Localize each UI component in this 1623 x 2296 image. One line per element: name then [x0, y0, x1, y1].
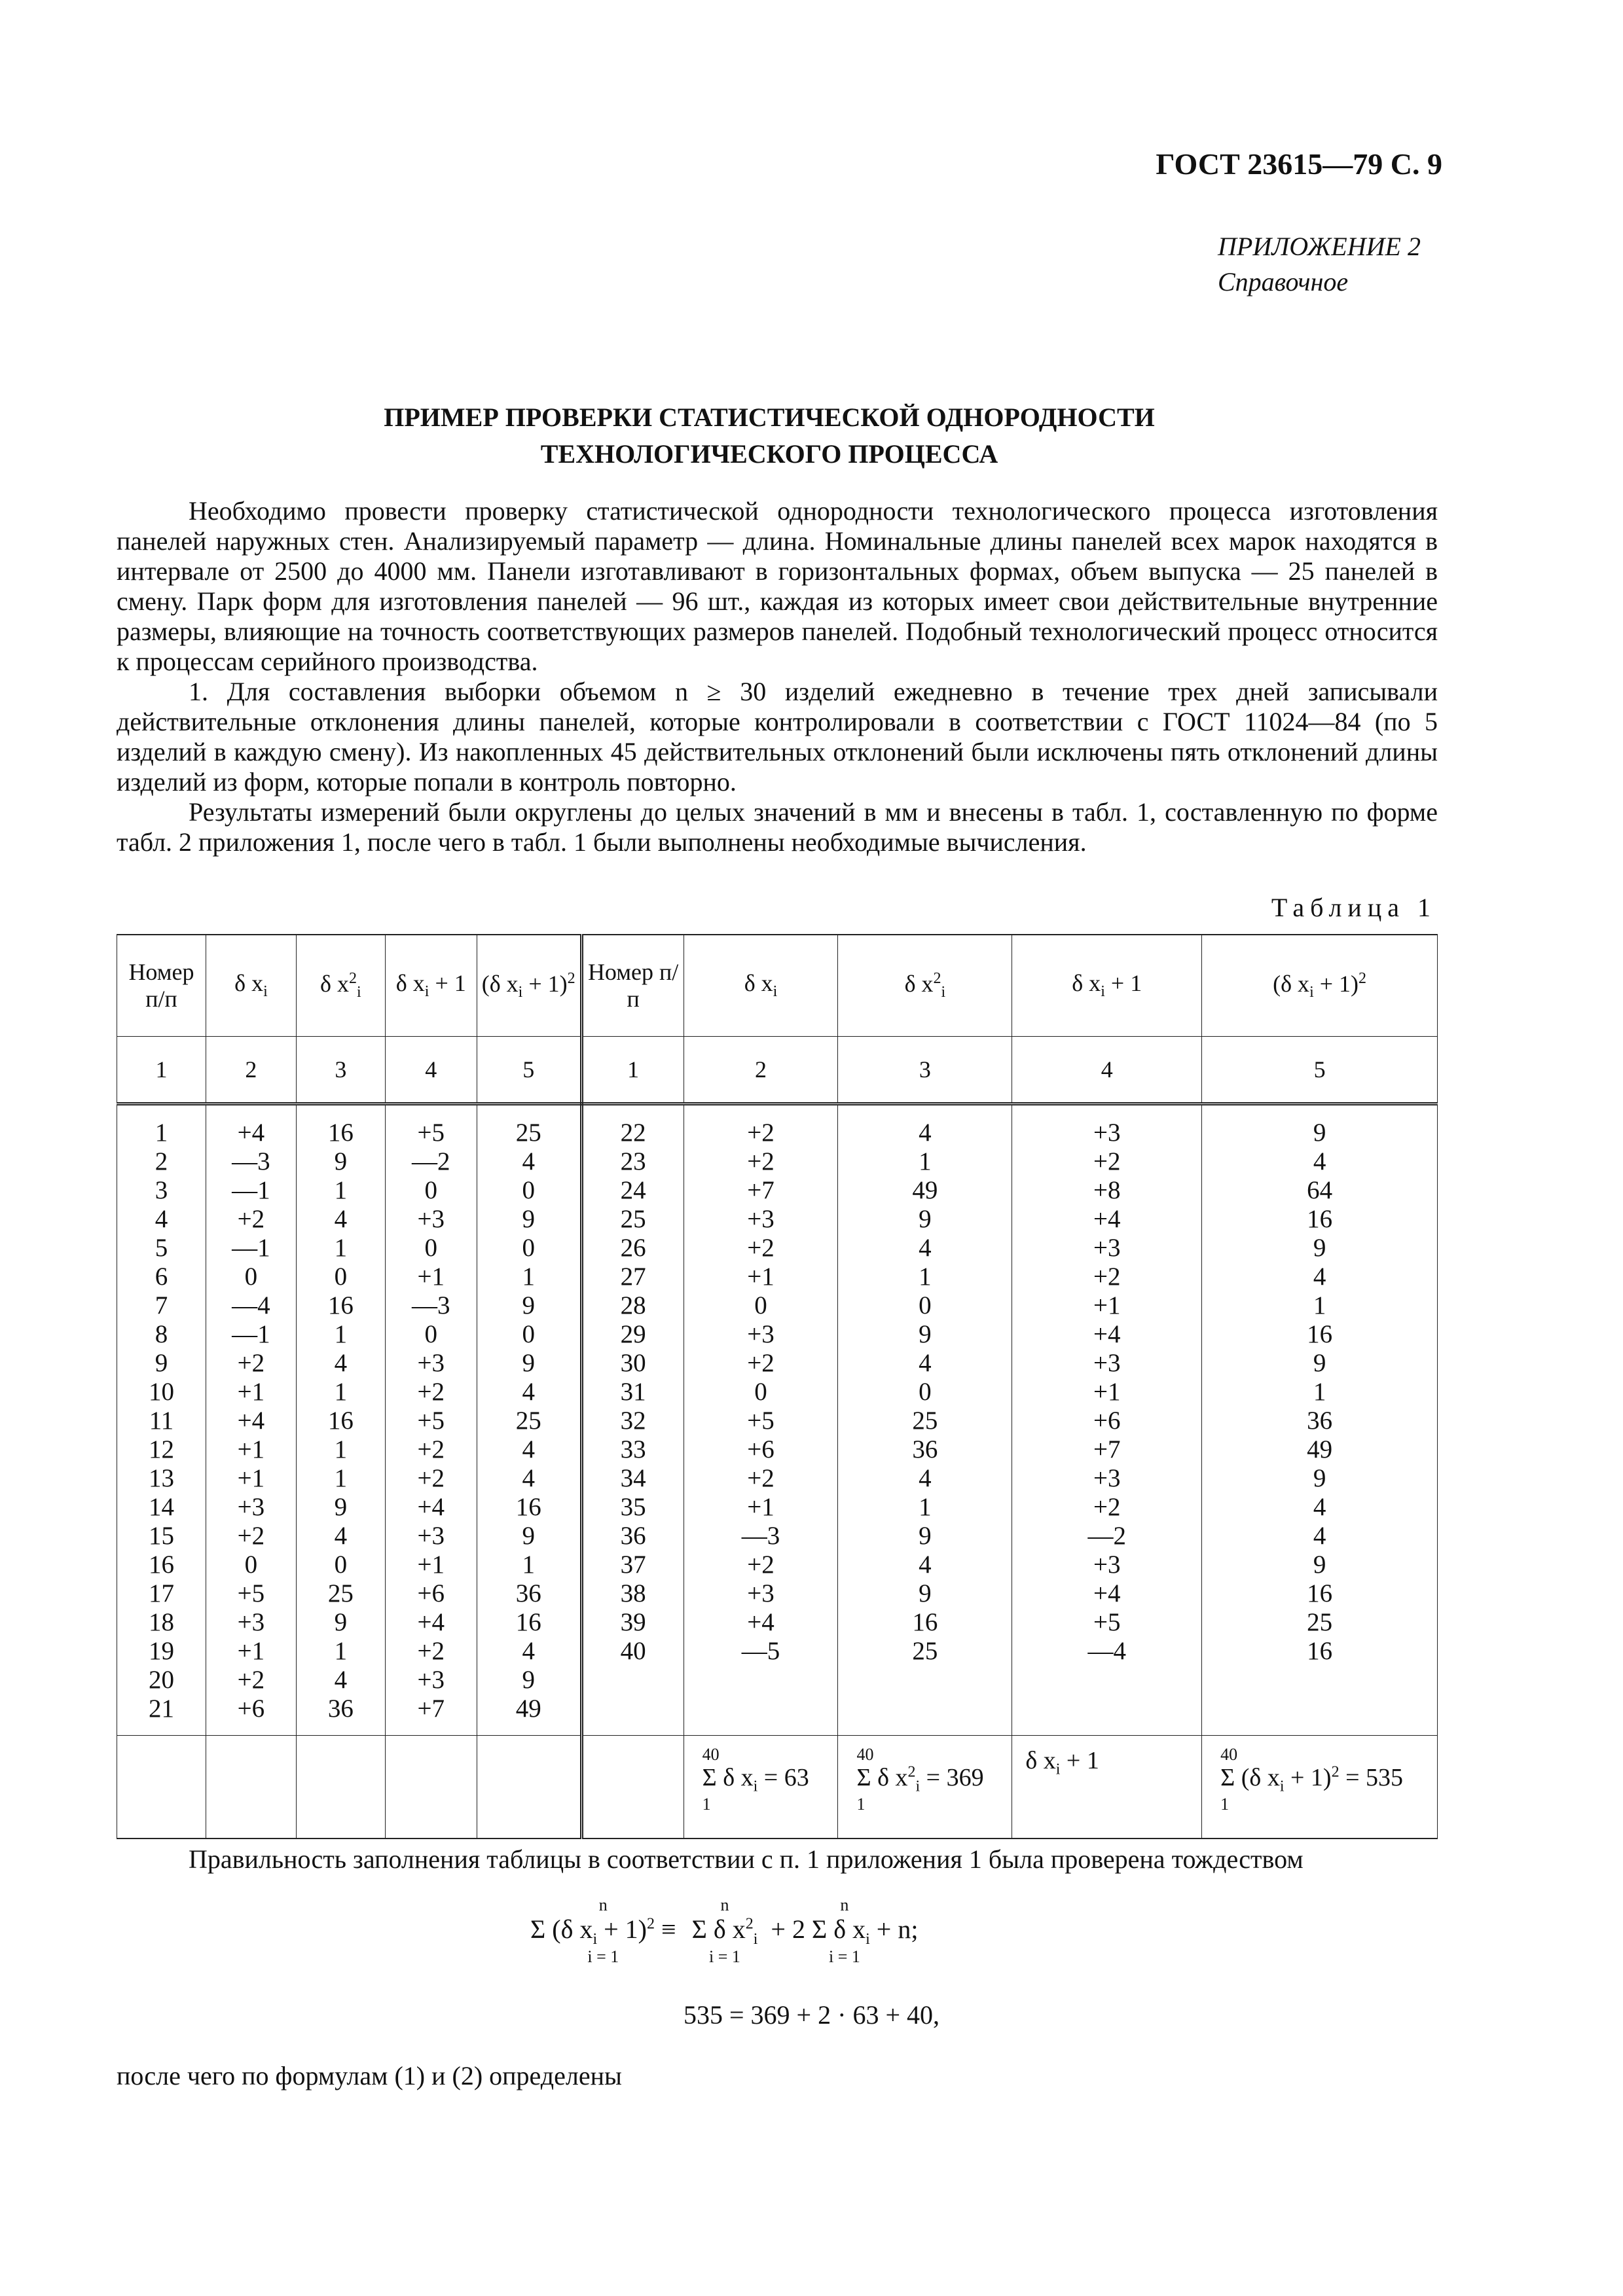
table-cell: 1 [838, 1147, 1012, 1176]
col-num-6: 1 [581, 1037, 684, 1104]
table-cell: 27 [581, 1263, 684, 1291]
table-cell: 9 [838, 1579, 1012, 1608]
table-cell: 16 [477, 1608, 581, 1637]
table-cell: 4 [296, 1522, 385, 1551]
table-cell: +2 [684, 1551, 838, 1579]
table-cell: 36 [838, 1435, 1012, 1464]
table-cell: 4 [296, 1666, 385, 1695]
table-cell: 16 [1202, 1320, 1438, 1349]
table-cell: +1 [206, 1435, 296, 1464]
table-cell: 64 [1202, 1176, 1438, 1205]
table-cell: 15 [117, 1522, 206, 1551]
table-cell: +5 [1012, 1608, 1202, 1637]
table-cell: 0 [296, 1263, 385, 1291]
table-cell: 32 [581, 1407, 684, 1435]
table-cell: 4 [1202, 1147, 1438, 1176]
document-title [0, 399, 1539, 473]
table-cell: +1 [206, 1637, 296, 1666]
sum-dx: 40 Σ δ $x_i = 63$ 1 [684, 1736, 838, 1839]
table-cell: 9 [117, 1349, 206, 1378]
table-cell: 4 [477, 1637, 581, 1666]
table-cell: 23 [581, 1147, 684, 1176]
table-cell: 31 [581, 1378, 684, 1407]
closing-text: после чего по формулам (1) и (2) определены [117, 2061, 622, 2090]
table-cell: 4 [477, 1378, 581, 1407]
table-cell [838, 1695, 1012, 1736]
table-cell: 33 [581, 1435, 684, 1464]
table-cell: 4 [1202, 1263, 1438, 1291]
table-cell: 9 [477, 1349, 581, 1378]
table-sums-row [117, 1736, 1438, 1839]
table-cell: 1 [296, 1176, 385, 1205]
identity-formula [530, 1897, 918, 1965]
table-cell: 16 [296, 1407, 385, 1435]
table-cell: 24 [581, 1176, 684, 1205]
table-row [117, 1666, 1438, 1695]
measurements-table [117, 934, 1438, 1839]
table-cell: 14 [117, 1493, 206, 1522]
table-cell: —3 [206, 1147, 296, 1176]
table-cell: +2 [385, 1464, 477, 1493]
table-cell: +5 [385, 1104, 477, 1148]
header-dx1sq-left: (δ $x_i + 1)^2$ [477, 935, 581, 1037]
check-text: Правильность заполнения таблицы в соответствии с п. 1 приложения 1 была проверена тождеством [189, 1844, 1304, 1874]
table-cell: 0 [385, 1176, 477, 1205]
sum-dx1: δ $x_i + 1$ [1012, 1736, 1202, 1839]
table-cell: 1 [296, 1464, 385, 1493]
table-cell: 9 [477, 1522, 581, 1551]
table-cell: 9 [477, 1291, 581, 1320]
table-cell: +5 [206, 1579, 296, 1608]
table-cell: —3 [385, 1291, 477, 1320]
table-cell: 0 [838, 1378, 1012, 1407]
table-row [117, 1291, 1438, 1320]
table-cell: 9 [838, 1320, 1012, 1349]
table-cell: —3 [684, 1522, 838, 1551]
col-num-2: 2 [206, 1037, 296, 1104]
table-cell: 4 [477, 1147, 581, 1176]
table-cell: 1 [296, 1637, 385, 1666]
table-cell: 16 [1202, 1637, 1438, 1666]
table-cell: 16 [296, 1291, 385, 1320]
table-cell: 10 [117, 1378, 206, 1407]
table-cell: +3 [1012, 1234, 1202, 1263]
table-cell: 18 [117, 1608, 206, 1637]
paragraph-sampling: 1. Для составления выборки объемом n ≥ 30 изделий ежедневно в течение трех дней записывали действительные отклонения длины панелей, которые контролировали в соответствии с ГОСТ 11024—84 (по 5 изделий в каждую смену). Из накопленных 45 действительных отклонений были исключены пять отклонений длины изделий из форм, которые попали в контроль повторно. [117, 677, 1438, 797]
table-cell: +5 [684, 1407, 838, 1435]
table-cell: +2 [684, 1464, 838, 1493]
table-cell: 36 [581, 1522, 684, 1551]
appendix-type: Справочное [1218, 267, 1349, 296]
col-num-4: 4 [385, 1037, 477, 1104]
table-cell: +4 [1012, 1205, 1202, 1234]
table-cell: 4 [296, 1349, 385, 1378]
table-cell: +3 [1012, 1464, 1202, 1493]
table-cell: 1 [296, 1435, 385, 1464]
table-row [117, 1176, 1438, 1205]
table-cell: 9 [1202, 1104, 1438, 1148]
table-cell: 38 [581, 1579, 684, 1608]
table-cell: +6 [684, 1435, 838, 1464]
table-cell: +3 [1012, 1104, 1202, 1148]
table-cell: 36 [477, 1579, 581, 1608]
table-cell: 39 [581, 1608, 684, 1637]
table-cell [1202, 1666, 1438, 1695]
table-row [117, 1464, 1438, 1493]
table-row [117, 1493, 1438, 1522]
table-cell: 0 [385, 1234, 477, 1263]
table-cell: 4 [838, 1349, 1012, 1378]
table-cell: 0 [206, 1263, 296, 1291]
table-cell: 22 [581, 1104, 684, 1148]
table-cell [581, 1695, 684, 1736]
table-cell: 4 [838, 1104, 1012, 1148]
table-cell: 4 [117, 1205, 206, 1234]
table-cell: +1 [684, 1263, 838, 1291]
table-row [117, 1608, 1438, 1637]
table-cell: +2 [684, 1349, 838, 1378]
table-cell [838, 1666, 1012, 1695]
table-cell: 9 [477, 1666, 581, 1695]
table-cell: +2 [385, 1637, 477, 1666]
table-cell: 9 [296, 1493, 385, 1522]
table-cell: 40 [581, 1637, 684, 1666]
table-cell: +4 [1012, 1579, 1202, 1608]
table-cell: —5 [684, 1637, 838, 1666]
col-num-1: 1 [117, 1037, 206, 1104]
header-number-right: Номер п/п [581, 935, 684, 1037]
col-num-9: 4 [1012, 1037, 1202, 1104]
sum-empty-2 [206, 1736, 296, 1839]
table-cell: +7 [684, 1176, 838, 1205]
sum-dx1sq: 40 Σ (δ $x_i + 1)^2 = 535$ 1 [1202, 1736, 1438, 1839]
table-cell: 25 [838, 1407, 1012, 1435]
col-num-7: 2 [684, 1037, 838, 1104]
table-cell: +3 [1012, 1349, 1202, 1378]
table-cell: 4 [838, 1464, 1012, 1493]
table-cell: 1 [1202, 1378, 1438, 1407]
table-cell: +3 [684, 1579, 838, 1608]
table-cell: +2 [206, 1349, 296, 1378]
table-cell: 4 [1202, 1522, 1438, 1551]
table-cell: +6 [385, 1579, 477, 1608]
table-cell: 1 [296, 1234, 385, 1263]
title-line-2: ТЕХНОЛОГИЧЕСКОГО ПРОЦЕССА [540, 439, 998, 469]
table-cell: +7 [1012, 1435, 1202, 1464]
table-cell: +1 [206, 1378, 296, 1407]
column-number-row [117, 1037, 1438, 1104]
table-cell: +4 [1012, 1320, 1202, 1349]
table-cell: +5 [385, 1407, 477, 1435]
table-cell: 7 [117, 1291, 206, 1320]
table-cell: 12 [117, 1435, 206, 1464]
table-cell: +3 [684, 1205, 838, 1234]
table-cell: 9 [477, 1205, 581, 1234]
table-cell: 36 [296, 1695, 385, 1736]
table-cell: +4 [206, 1407, 296, 1435]
table-cell: 25 [838, 1637, 1012, 1666]
table-cell: 1 [477, 1551, 581, 1579]
table-cell: +3 [206, 1493, 296, 1522]
table-row [117, 1349, 1438, 1378]
table-cell: +4 [684, 1608, 838, 1637]
table-cell: —4 [206, 1291, 296, 1320]
table-cell [684, 1695, 838, 1736]
table-cell: +2 [684, 1234, 838, 1263]
table-cell: 0 [477, 1234, 581, 1263]
table-cell: +1 [206, 1464, 296, 1493]
title-line-1: ПРИМЕР ПРОВЕРКИ СТАТИСТИЧЕСКОЙ ОДНОРОДНОСТИ [384, 403, 1155, 432]
table-cell: 16 [477, 1493, 581, 1522]
table-cell: +2 [206, 1205, 296, 1234]
table-cell: 26 [581, 1234, 684, 1263]
table-cell: 16 [296, 1104, 385, 1148]
table-cell: +7 [385, 1695, 477, 1736]
table-cell: 25 [477, 1407, 581, 1435]
table-cell: +2 [684, 1104, 838, 1148]
table-cell: +8 [1012, 1176, 1202, 1205]
table-cell: 25 [581, 1205, 684, 1234]
table-cell: +2 [206, 1666, 296, 1695]
table-row [117, 1263, 1438, 1291]
table-row [117, 1205, 1438, 1234]
table-cell: +3 [385, 1522, 477, 1551]
table-cell: 0 [477, 1320, 581, 1349]
table-cell: +2 [1012, 1147, 1202, 1176]
table-cell: 25 [477, 1104, 581, 1148]
table-cell: +2 [1012, 1263, 1202, 1291]
table-cell: 9 [296, 1608, 385, 1637]
table-cell: —2 [385, 1147, 477, 1176]
table-cell: —4 [1012, 1637, 1202, 1666]
sum-operator-1: n Σ (δ $x_i + 1)^2$ ≡ i = 1 [530, 1895, 676, 1966]
header-dx1-right: δ $x_i + 1$ [1012, 935, 1202, 1037]
table-cell: +4 [385, 1493, 477, 1522]
table-row [117, 1522, 1438, 1551]
header-dx1sq-right: (δ $x_i + 1)^2$ [1202, 935, 1438, 1037]
table-cell: 1 [838, 1263, 1012, 1291]
table-cell: 0 [206, 1551, 296, 1579]
table-cell: +1 [385, 1263, 477, 1291]
table-cell [1012, 1666, 1202, 1695]
sum-empty-4 [385, 1736, 477, 1839]
table-row [117, 1551, 1438, 1579]
table-row [117, 1378, 1438, 1407]
header-dx2-left: δ $x^2_i$ [296, 935, 385, 1037]
table-cell: +3 [385, 1205, 477, 1234]
header-dx1-left: δ $x_i + 1$ [385, 935, 477, 1037]
table-cell: 3 [117, 1176, 206, 1205]
sum-empty-3 [296, 1736, 385, 1839]
table-row [117, 1407, 1438, 1435]
table-row [117, 1234, 1438, 1263]
table-cell: 0 [296, 1551, 385, 1579]
table-cell: 28 [581, 1291, 684, 1320]
table-cell: 25 [296, 1579, 385, 1608]
table-cell: 9 [296, 1147, 385, 1176]
table-cell: 34 [581, 1464, 684, 1493]
table-cell: +3 [385, 1349, 477, 1378]
table-cell: +2 [684, 1147, 838, 1176]
table-cell: 19 [117, 1637, 206, 1666]
table-cell: 49 [477, 1695, 581, 1736]
table-cell: 9 [838, 1522, 1012, 1551]
paragraph-results: Результаты измерений были округлены до целых значений в мм и внесены в табл. 1, составленную по форме табл. 2 приложения 1, после чего в табл. 1 были выполнены необходимые вычисления. [117, 797, 1438, 857]
table-cell: 29 [581, 1320, 684, 1349]
table-cell: 0 [385, 1320, 477, 1349]
table-cell: +2 [1012, 1493, 1202, 1522]
table-cell: +2 [385, 1435, 477, 1464]
table-cell: 4 [1202, 1493, 1438, 1522]
table-cell: +1 [1012, 1378, 1202, 1407]
sum-empty-1 [117, 1736, 206, 1839]
page-header-code: ГОСТ 23615—79 С. 9 [1156, 147, 1442, 181]
table-row [117, 1695, 1438, 1736]
sum-dx2: 40 Σ δ $x^2_i = 369$ 1 [838, 1736, 1012, 1839]
table-cell: 36 [1202, 1407, 1438, 1435]
table-cell: 9 [838, 1205, 1012, 1234]
table-cell: +3 [684, 1320, 838, 1349]
table-cell: +6 [1012, 1407, 1202, 1435]
sum-empty-6 [581, 1736, 684, 1839]
header-dx2-right: δ $x^2_i$ [838, 935, 1012, 1037]
table-cell: 9 [1202, 1234, 1438, 1263]
appendix-number: ПРИЛОЖЕНИЕ 2 [1218, 232, 1421, 261]
table-cell: 35 [581, 1493, 684, 1522]
table-cell: 16 [838, 1608, 1012, 1637]
table-cell: 6 [117, 1263, 206, 1291]
table-cell: +1 [1012, 1291, 1202, 1320]
table-cell: 1 [477, 1263, 581, 1291]
table-cell: 16 [117, 1551, 206, 1579]
table-cell: —1 [206, 1320, 296, 1349]
sum-empty-5 [477, 1736, 581, 1839]
table-cell: —2 [1012, 1522, 1202, 1551]
table-cell: 0 [477, 1176, 581, 1205]
table-cell: 30 [581, 1349, 684, 1378]
table-cell: 21 [117, 1695, 206, 1736]
header-dx-right: δ $x_i$ [684, 935, 838, 1037]
table-cell: 4 [477, 1464, 581, 1493]
table-cell: +1 [385, 1551, 477, 1579]
col-num-5: 5 [477, 1037, 581, 1104]
table-row [117, 1579, 1438, 1608]
table-cell [581, 1666, 684, 1695]
table-row [117, 1637, 1438, 1666]
table-cell: +3 [1012, 1551, 1202, 1579]
table-cell: 0 [684, 1378, 838, 1407]
table-cell: 4 [477, 1435, 581, 1464]
table-cell: +1 [684, 1493, 838, 1522]
table-cell: 0 [838, 1291, 1012, 1320]
table-cell [1202, 1695, 1438, 1736]
table-cell: 25 [1202, 1608, 1438, 1637]
table-cell: 49 [838, 1176, 1012, 1205]
header-dx-left: δ $x_i$ [206, 935, 296, 1037]
table-cell: 37 [581, 1551, 684, 1579]
table-cell: 5 [117, 1234, 206, 1263]
table-cell [684, 1666, 838, 1695]
table-cell: 4 [296, 1205, 385, 1234]
table-body [117, 1104, 1438, 1736]
table-row [117, 1435, 1438, 1464]
table-cell: +2 [206, 1522, 296, 1551]
table-row [117, 1320, 1438, 1349]
table-cell: —1 [206, 1176, 296, 1205]
table-cell: 13 [117, 1464, 206, 1493]
table-cell: 11 [117, 1407, 206, 1435]
table-row [117, 1104, 1438, 1148]
appendix-label [1218, 229, 1421, 300]
table-cell: 49 [1202, 1435, 1438, 1464]
table-cell: 0 [684, 1291, 838, 1320]
col-num-8: 3 [838, 1037, 1012, 1104]
table-cell: 4 [838, 1551, 1012, 1579]
table-cell: 1 [117, 1104, 206, 1148]
table-cell: +4 [206, 1104, 296, 1148]
table-cell: 1 [296, 1320, 385, 1349]
table-cell: 1 [296, 1378, 385, 1407]
paragraph-intro: Необходимо провести проверку статистической однородности технологического процесса изготовления панелей наружных стен. Анализируемый параметр — длина. Номинальные длины панелей всех марок находятся в интервале от 2500 до 4000 мм. Панели изготавливают в горизонтальных формах, объем выпуска — 25 панелей в смену. Парк форм для изготовления панелей — 96 шт., каждая из которых имеет свои действительные внутренние размеры, влияющие на точность соответствующих размеров панелей. Подобный технологический процесс относится к процессам серийного производства. [117, 496, 1438, 676]
col-num-3: 3 [296, 1037, 385, 1104]
table-cell: +6 [206, 1695, 296, 1736]
table-cell: 17 [117, 1579, 206, 1608]
table-cell: 2 [117, 1147, 206, 1176]
table-cell: 16 [1202, 1205, 1438, 1234]
table-cell: —1 [206, 1234, 296, 1263]
table-cell: 9 [1202, 1464, 1438, 1493]
table-header-row [117, 935, 1438, 1037]
intro-text [117, 496, 1438, 857]
col-num-10: 5 [1202, 1037, 1438, 1104]
table-cell: 4 [838, 1234, 1012, 1263]
table-cell: 8 [117, 1320, 206, 1349]
numeric-check: 535 = 369 + 2 · 63 + 40, [684, 2000, 939, 2030]
table-cell: +3 [385, 1666, 477, 1695]
table-cell: 20 [117, 1666, 206, 1695]
table-cell [1012, 1695, 1202, 1736]
table-caption: Таблица 1 [1271, 893, 1436, 922]
table-cell: +3 [206, 1608, 296, 1637]
table-row [117, 1147, 1438, 1176]
table-cell: 16 [1202, 1579, 1438, 1608]
table-cell: 1 [1202, 1291, 1438, 1320]
table-cell: 9 [1202, 1551, 1438, 1579]
table-cell: +2 [385, 1378, 477, 1407]
header-number-left: Номер п/п [117, 935, 206, 1037]
sum-operator-2: n Σ δ $x^2_i$ i = 1 [691, 1895, 758, 1966]
table-cell: +4 [385, 1608, 477, 1637]
sum-operator-3: n + 2 Σ δ $x_i + n$; i = 1 [771, 1895, 919, 1966]
table-cell: 9 [1202, 1349, 1438, 1378]
table-cell: 1 [838, 1493, 1012, 1522]
